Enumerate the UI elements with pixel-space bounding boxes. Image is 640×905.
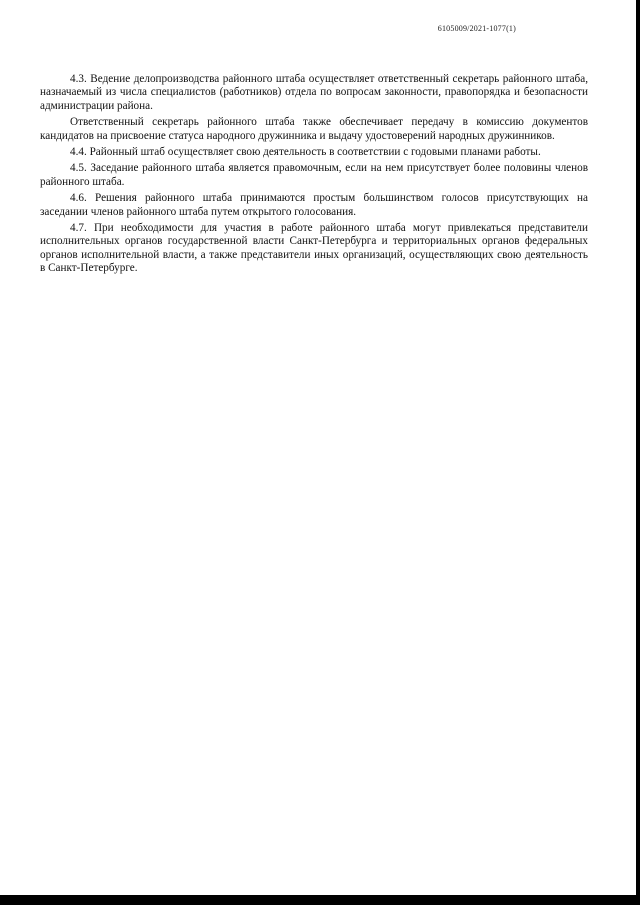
paragraph-4-6: 4.6. Решения районного штаба принимаются простым большинством голосов присутствующих на заседании членов районного штаба путем открытого голосования. <box>40 192 588 218</box>
paragraph-4-4: 4.4. Районный штаб осуществляет свою деятельность в соответствии с годовыми планами работы. <box>70 146 541 159</box>
paragraph-4-3: 4.3. Ведение делопроизводства районного штаба осуществляет ответственный секретарь районного штаба, назначаемый из числа специалистов (работников) отдела по вопросам законности, правопорядка и безопасности администрации района. <box>40 73 588 112</box>
scan-border-bottom <box>0 895 640 905</box>
paragraph-secretary: Ответственный секретарь районного штаба также обеспечивает передачу в комиссию документов кандидатов на присвоение статуса народного дружинника и выдачу удостоверений народных дружинников. <box>40 116 588 142</box>
paragraph-4-5: 4.5. Заседание районного штаба является правомочным, если на нем присутствует более половины членов районного штаба. <box>40 162 588 188</box>
document-number: 6105009/2021-1077(1) <box>437 24 516 33</box>
document-body <box>40 73 588 279</box>
paragraph-4-7: 4.7. При необходимости для участия в работе районного штаба могут привлекаться представители исполнительных органов государственной власти Санкт-Петербурга и территориальных органов федеральных органов исполнительной власти, а также представители иных организаций, осуществляющих свою деятельность в Санкт-Петербурге. <box>40 222 588 275</box>
scan-border-right <box>636 0 640 905</box>
